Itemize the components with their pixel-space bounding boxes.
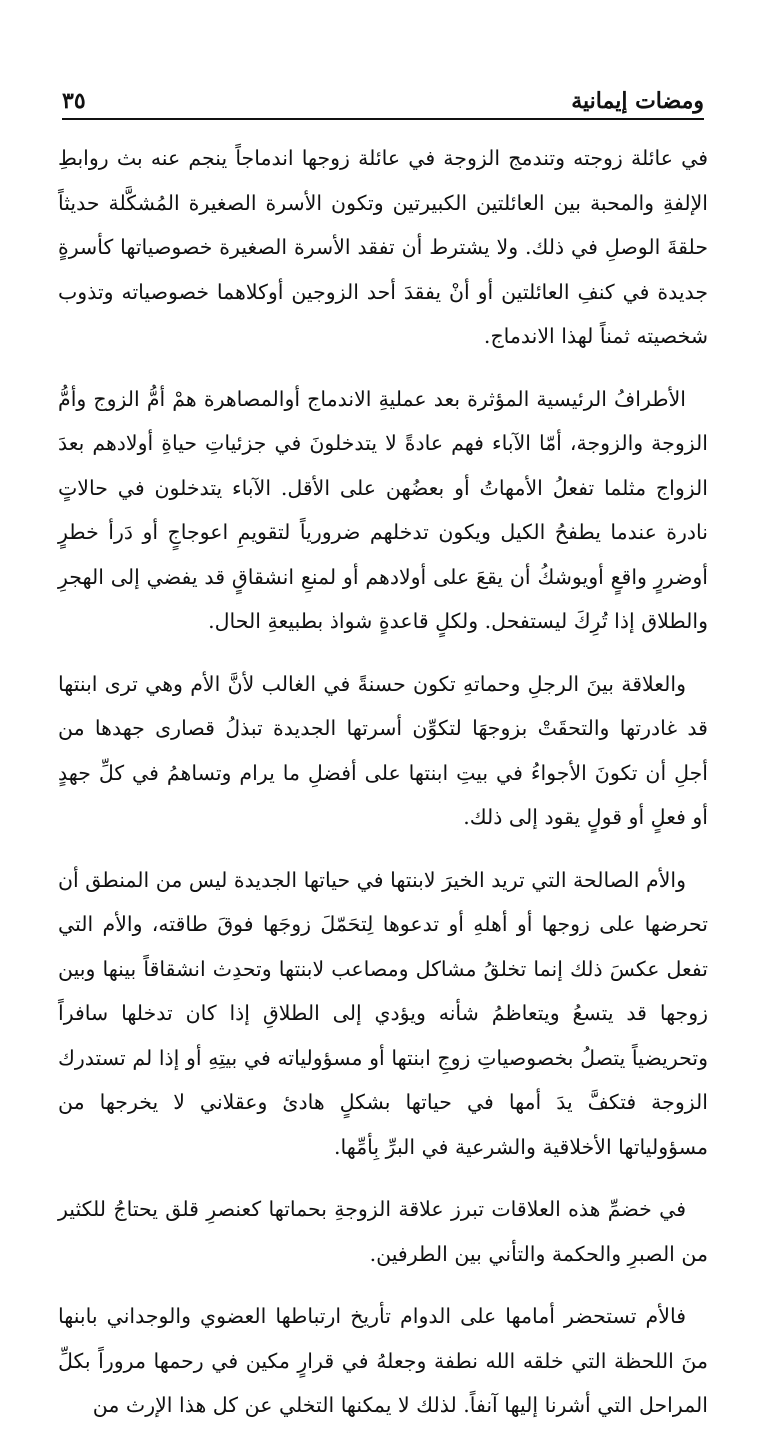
running-title: ومضات إيمانية: [571, 88, 704, 114]
paragraph-5: في خضمِّ هذه العلاقات تبرز علاقة الزوجةِ بحماتها كعنصرِ قلق يحتاجُ للكثير من الصبرِ والحكمة والتأني بين الطرفين.: [58, 1197, 708, 1266]
paragraph-6: فالأم تستحضر أمامها على الدوام تأريخ ارتباطها العضوي والوجداني بابنها منَ اللحظة التي خلقه الله نطفة وجعلهُ في قرارٍ مكين في رحمها مروراً بكلِّ المراحل التي أشرنا إليها آنفاً. لذلك لا يمكنها التخلي عن كل هذا الإرث من: [58, 1304, 708, 1417]
paragraph-3: والعلاقة بينَ الرجلِ وحماتهِ تكون حسنةً في الغالب لأنَّ الأم وهي ترى ابنتها قد غادرتها والتحقَتْ بزوجهَا لتكوِّن أسرتها الجديدة تبذلُ قصارى جهدها من أجلِ أن تكونَ الأجواءُ في بيتِ ابنتها على أفضلِ ما يرام وتساهمُ في كلِّ جهدٍ أو فعلٍ أو قولٍ يقود إلى ذلك.: [58, 671, 708, 829]
page-number: ٣٥: [62, 88, 86, 114]
paragraph-2: الأطرافُ الرئيسية المؤثرة بعد عمليةِ الاندماج أوالمصاهرة همْ أمُّ الزوج وأمُّ الزوجة والزوجة، أمّا الآباء فهم عادةً لا يتدخلونَ في جزئياتِ حياةِ أولادهم بعدَ الزواج مثلما تفعلُ الأمهاتُ أو بعضُهن على الأقل. الآباء يتدخلون في حالاتٍ نادرة عندما يطفحُ الكيل ويكون تدخلهم ضرورياً لتقويمِ اعوجاجٍ أو دَرأ خطرٍ أوضررٍ واقعٍ أويوشكُ أن يقعَ على أولادهم أو لمنعِ انشقاقٍ قد يفضي إلى الهجرِ والطلاق إذا تُرِكَ ليستفحل. ولكلٍ قاعدةٍ شواذ بطبيعةِ الحال.: [58, 386, 708, 633]
body-text: [58, 136, 708, 1446]
paragraph-4: والأم الصالحة التي تريد الخيرَ لابنتها في حياتها الجديدة ليس من المنطق أن تحرضها على زوجها أو أهلهِ أو تدعوها لِتحَمّلَ زوجَها فوقَ طاقته، والأم التي تفعل عكسَ ذلك إنما تخلقُ مشاكل ومصاعب لابنتها وتحدِث انشقاقاً بينها وبين زوجها قد يتسعُ ويتعاظمُ شأنه ويؤدي إلى الطلاقِ إذا كان تدخلها سافراً وتحريضياً يتصلُ بخصوصياتِ زوجِ ابنتها أو مسؤولياته في بيتِهِ أو إذا لم تستدرك الزوجة فتكفَّ يدَ أمها في حياتها بشكلٍ هادئ وعقلاني لا يخرجها من مسؤولياتها الأخلاقية والشرعية في البرِّ بِأمِّها.: [58, 867, 708, 1159]
page-header: [62, 84, 704, 120]
paragraph-1: في عائلة زوجته وتندمج الزوجة في عائلة زوجها اندماجاً ينجم عنه بث روابطِ الإلفةِ والمحبة بين العائلتين الكبيرتين وتكون الأسرة الصغيرة المُشكَّلة حديثاً حلقةَ الوصلِ في ذلك. ولا يشترط أن تفقد الأسرة الصغيرة خصوصياتها كأسرةٍ جديدة في كنفِ العائلتين أو أنْ يفقدَ أحد الزوجين أوكلاهما خصوصياته وتذوب شخصيته ثمناً لهذا الاندماج.: [58, 146, 708, 348]
